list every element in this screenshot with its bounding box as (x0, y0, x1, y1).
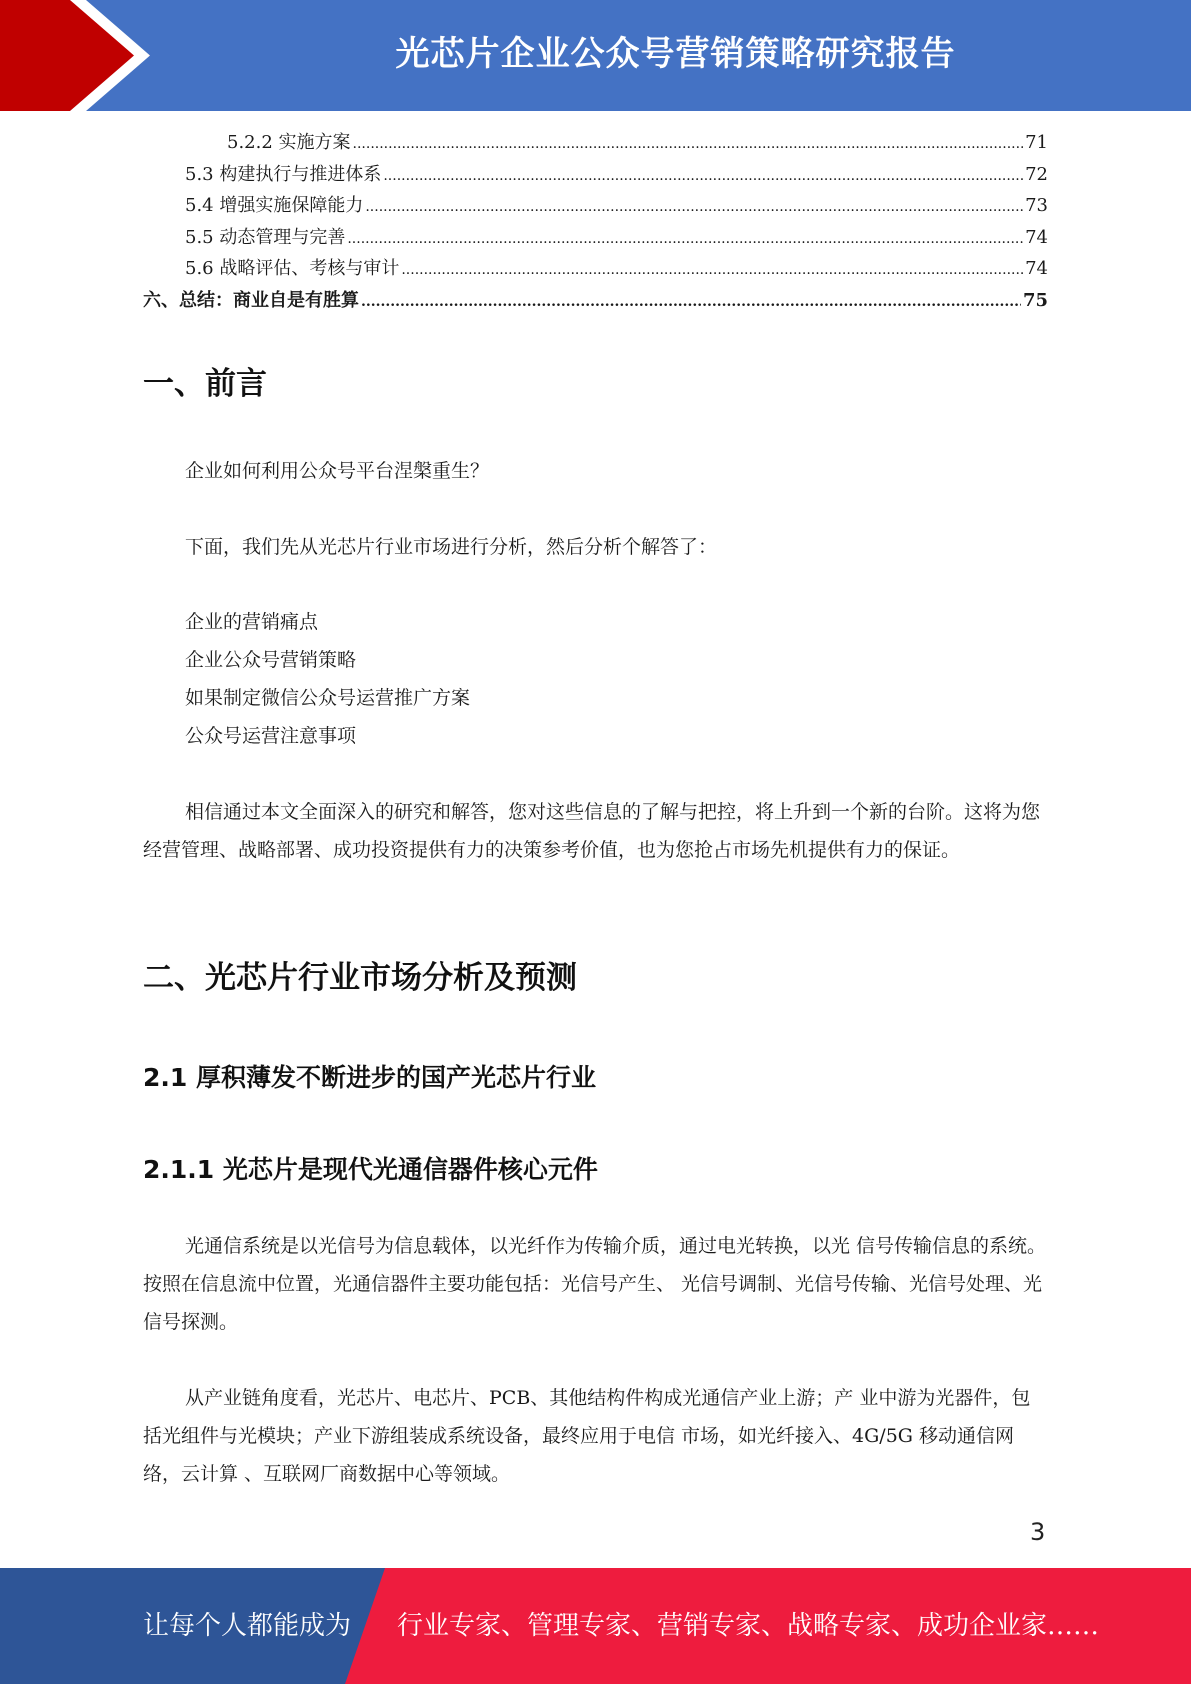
toc-entry-page: 71 (1025, 132, 1048, 153)
toc-entry-label: 5.6 战略评估、考核与审计 (185, 258, 400, 279)
toc-entry-label: 5.5 动态管理与完善 (185, 226, 346, 248)
toc-entry[interactable] (143, 254, 1048, 286)
toc-leader-dots (383, 168, 1023, 184)
paragraph: 光通信系统是以光信号为信息载体，以光纤作为传输介质，通过电光转换，以光 信号传输信息的系统。按照在信息流中位置，光通信器件主要功能包括：光信号产生、 光信号调制、光信号传输、光信号处理、光信号探测。 (143, 1235, 1047, 1333)
toc-entry-page: 73 (1025, 195, 1048, 216)
list-item: 公众号运营注意事项 (185, 725, 357, 747)
section-heading-preface: 一、前言 (143, 366, 267, 402)
table-of-contents (143, 128, 1048, 317)
toc-entry-label: 六、总结：商业自是有胜算 (143, 289, 359, 311)
list-item: 如果制定微信公众号运营推广方案 (185, 687, 471, 709)
paragraph: 从产业链角度看，光芯片、电芯片、PCB、其他结构件构成光通信产业上游；产 业中游为光器件，包括光组件与光模块；产业下游组装成系统设备，最终应用于电信 市场，如光纤接入、4G/5G 移动通信网络，云计算 、互联网厂商数据中心等领域。 (143, 1387, 1031, 1485)
toc-leader-dots (361, 294, 1021, 310)
toc-entry[interactable] (143, 223, 1048, 255)
toc-entry-label: 5.2.2 实施方案 (227, 132, 351, 153)
list-item: 企业公众号营销策略 (185, 649, 357, 671)
footer-slogan-right: 行业专家、管理专家、营销专家、战略专家、成功企业家…… (397, 1611, 1100, 1641)
paragraph: 企业如何利用公众号平台涅槃重生？ (185, 460, 490, 482)
toc-entry[interactable] (143, 128, 1048, 160)
toc-entry-page: 74 (1025, 258, 1048, 279)
toc-leader-dots (347, 231, 1023, 247)
header-arrow-decoration (0, 0, 160, 111)
toc-entry[interactable] (143, 286, 1048, 318)
list-item: 企业的营销痛点 (185, 611, 319, 633)
page-footer (0, 1568, 1191, 1684)
subsection-heading: 2.1 厚积薄发不断进步的国产光芯片行业 (143, 1063, 596, 1092)
toc-leader-dots (365, 199, 1023, 215)
toc-entry-page: 74 (1025, 226, 1048, 248)
page-number: 3 (1030, 1518, 1046, 1546)
paragraph: 下面，我们先从光芯片行业市场进行分析，然后分析个解答了： (185, 536, 718, 558)
toc-entry-label: 5.4 增强实施保障能力 (185, 195, 364, 216)
paragraph: 相信通过本文全面深入的研究和解答，您对这些信息的了解与把控，将上升到一个新的台阶。这将为您经营管理、战略部署、成功投资提供有力的决策参考价值，也为您抢占市场先机提供有力的保证。 (143, 801, 1041, 861)
toc-entry-page: 75 (1022, 289, 1048, 311)
toc-entry[interactable] (143, 160, 1048, 192)
page-header (0, 0, 1191, 111)
toc-entry-page: 72 (1025, 163, 1048, 185)
footer-slogan-left: 让每个人都能成为 (143, 1611, 352, 1641)
toc-leader-dots (353, 136, 1024, 152)
header-title: 光芯片企业公众号营销策略研究报告 (395, 34, 956, 74)
toc-leader-dots (401, 262, 1023, 278)
section-heading-market-analysis: 二、光芯片行业市场分析及预测 (143, 960, 577, 996)
toc-entry[interactable] (143, 191, 1048, 223)
subsection-heading: 2.1.1 光芯片是现代光通信器件核心元件 (143, 1155, 598, 1184)
toc-entry-label: 5.3 构建执行与推进体系 (185, 163, 382, 185)
